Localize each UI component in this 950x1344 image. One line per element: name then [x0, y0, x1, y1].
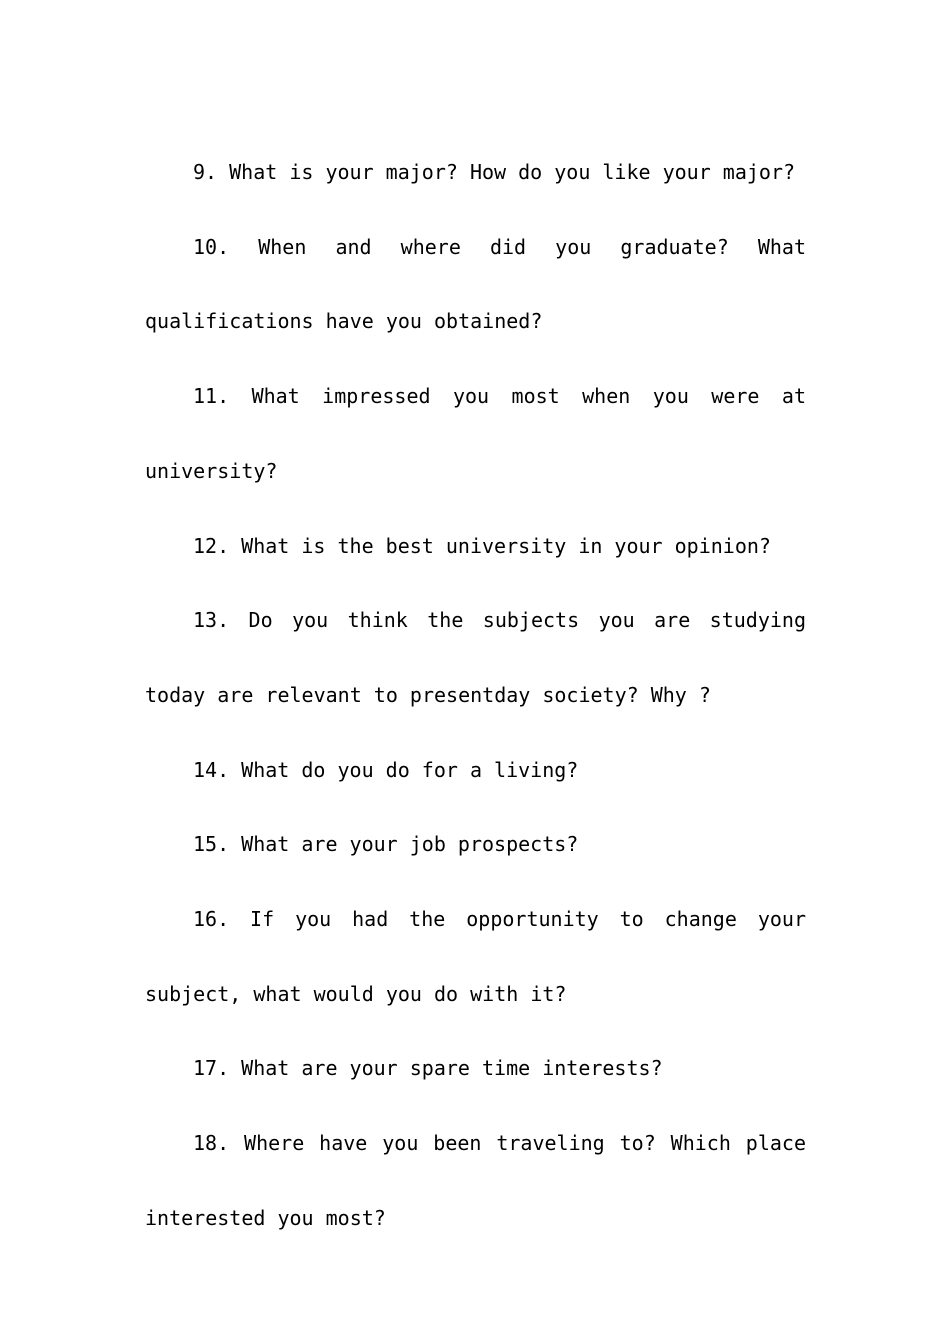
document-page — [145, 135, 806, 1256]
question-15: 15. What are your job prospects? — [193, 832, 579, 857]
question-11: 11. What impressed you most when you were at university? — [145, 384, 806, 483]
question-13: 13. Do you think the subjects you are studying today are relevant to presentday society? Why ? — [145, 608, 806, 707]
question-14: 14. What do you do for a living? — [193, 757, 579, 782]
question-9: 9. What is your major? How do you like your major? — [193, 160, 796, 184]
question-16: 16. If you had the opportunity to change your subject, what would you do with it? — [145, 907, 806, 1006]
question-18: 18. Where have you been traveling to? Which place interested you most? — [145, 1131, 806, 1230]
question-12: 12. What is the best university in your opinion? — [193, 533, 771, 558]
question-10: 10. When and where did you graduate? What qualifications have you obtained? — [145, 234, 806, 334]
question-17: 17. What are your spare time interests? — [193, 1056, 663, 1081]
